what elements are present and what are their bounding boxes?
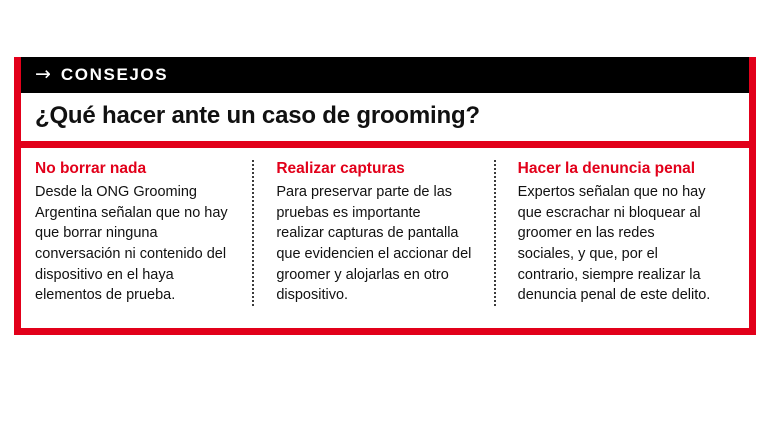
tip-column: [494, 160, 735, 306]
arrow-right-icon: →: [35, 62, 49, 85]
tip-body: Desde la ONG Grooming Argentina señalan que no hay que borrar ninguna conversación ni contenido del dispositivo en el haya elementos de prueba.: [35, 184, 228, 304]
tip-title: Realizar capturas: [276, 159, 405, 177]
tip-body: Para preservar parte de las pruebas es importante realizar capturas de pantalla que evidencien el accionar del groomer y alojarlas en otro dispositivo.: [276, 184, 472, 304]
headline-row: [21, 93, 749, 148]
tips-columns: [21, 148, 749, 328]
tip-body: Expertos señalan que no hay que escrachar ni bloquear al groomer en las redes sociales, y que, por el contrario, siempre realizar la denuncia penal de este delito.: [517, 184, 711, 304]
eyebrow-bar: [21, 57, 749, 93]
tip-column: [252, 160, 493, 306]
tip-title: No borrar nada: [35, 159, 147, 177]
tip-column: [35, 160, 252, 306]
page-title: ¿Qué hacer ante un caso de grooming?: [35, 102, 480, 129]
tip-title: Hacer la denuncia penal: [517, 159, 696, 177]
eyebrow-label: CONSEJOS: [60, 65, 169, 84]
infographic-card: [14, 57, 756, 335]
